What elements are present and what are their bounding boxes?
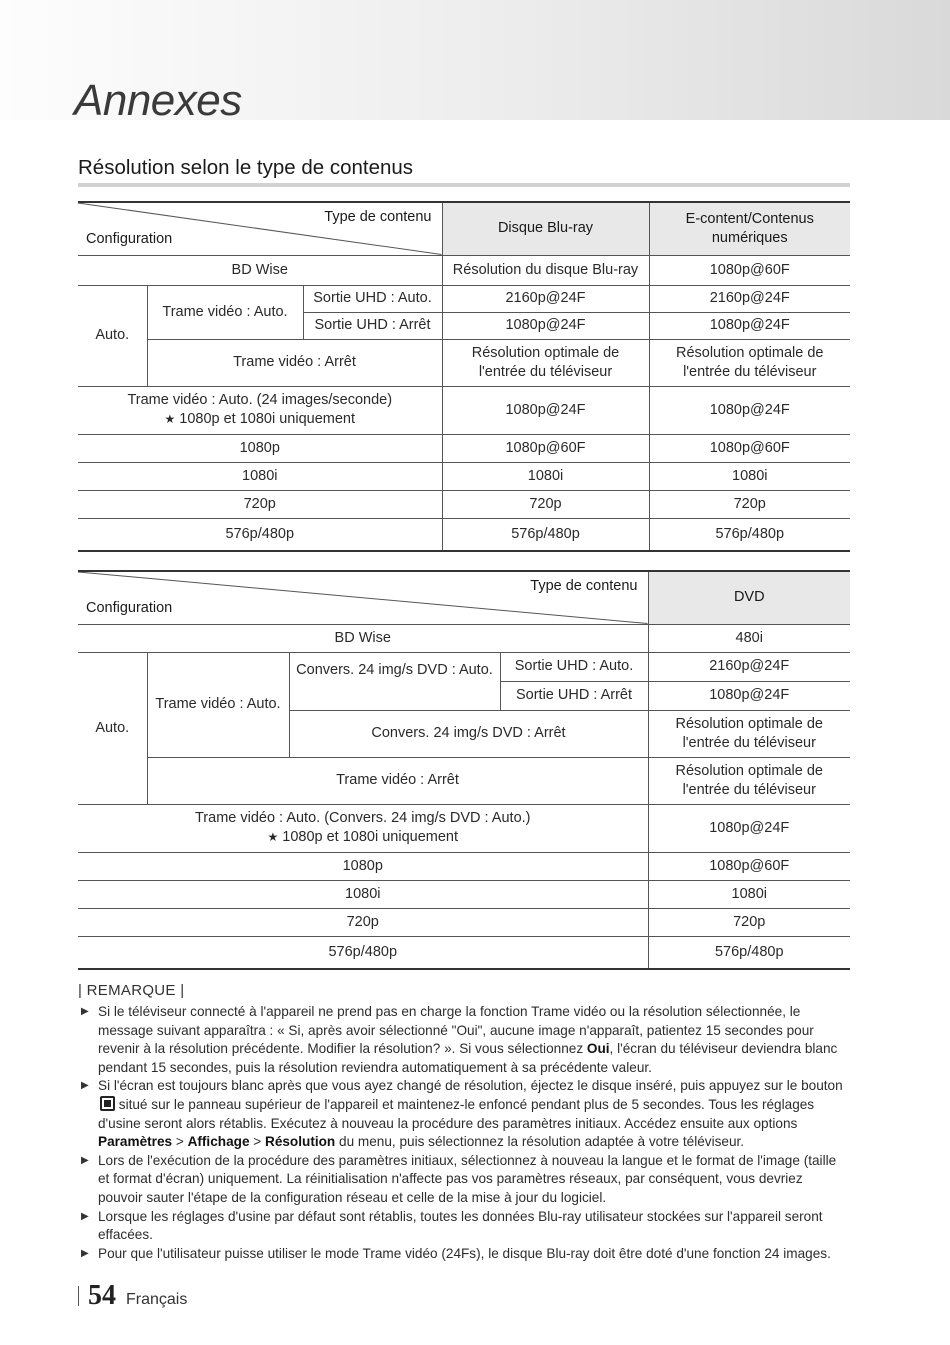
content-type-label: Type de contenu [324,209,432,225]
row-label-main: Trame vidéo : Auto. (24 images/seconde) [127,392,393,408]
table-cell: 1080p@24F [649,386,850,434]
configuration-label: Configuration [86,599,173,616]
row-label: Auto. [78,285,147,386]
table-cell: 2160p@24F [648,652,850,681]
row-label: 720p [78,490,442,518]
table-cell: 1080p@60F [648,852,850,880]
row-label: Trame vidéo : Auto. [147,652,289,757]
row-label: 1080i [78,462,442,490]
remark-item: ▶ Pour que l'utilisateur puisse utiliser le mode Trame vidéo (24Fs), le disque Blu-ray doit être doté d'une fonction 24 images. [78,1245,850,1264]
resolution-table-bluray [78,201,850,552]
row-label: BD Wise [78,255,442,285]
row-label: 576p/480p [78,936,648,969]
footer-language: Français [126,1291,188,1308]
table-cell: 1080p@60F [442,434,649,462]
table-cell: 2160p@24F [649,285,850,312]
table-cell: 1080p@24F [442,312,649,339]
chapter-title: Annexes [74,76,242,125]
section-divider [78,183,850,187]
table-cell: 1080p@24F [648,804,850,852]
table-cell: 1080i [648,880,850,908]
remark-list [78,1003,850,1263]
row-label [78,386,442,434]
row-label-note: ★ 1080p et 1080i uniquement [267,829,459,845]
row-label: 576p/480p [78,518,442,551]
table-cell: 1080i [649,462,850,490]
stop-button-icon [100,1096,115,1111]
row-label: Sortie UHD : Auto. [303,285,442,312]
page-number: 54 [88,1280,116,1311]
bullet-arrow-icon: ▶ [81,1006,89,1017]
remark-item: ▶ Si le téléviseur connecté à l'appareil ne prend pas en charge la fonction Trame vidéo ou la résolution sélectionnée, le message suivant apparaîtra : « Si, après avoir sélectionné "Oui", aucune image n'apparaît, patientez 15 secondes pour revenir à la résolution précédente. Modifier la résolution? ». Si vous sélectionnez Oui, l'écran du téléviseur deviendra blanc pendant 15 secondes, puis la résolution reviendra automatiquement à sa précédente valeur. [81,1004,838,1075]
table-cell: 1080p@24F [649,312,850,339]
table-cell: Résolution du disque Blu-ray [442,255,649,285]
row-label: Trame vidéo : Arrêt [147,757,648,804]
star-icon: ★ [267,830,279,844]
table-cell: Résolution optimale de l'entrée du téléviseur [648,710,850,757]
row-label: 1080p [78,852,648,880]
column-header: Disque Blu-ray [442,202,649,255]
table-cell: Résolution optimale de l'entrée du téléviseur [648,757,850,804]
row-label: 1080p [78,434,442,462]
row-label: Convers. 24 img/s DVD : Auto. [289,652,500,710]
table-cell: 576p/480p [442,518,649,551]
row-label: Auto. [78,652,147,804]
table-cell: 720p [442,490,649,518]
bullet-arrow-icon: ▶ [81,1210,89,1222]
remark-item: ▶ Si l'écran est toujours blanc après que vous ayez changé de résolution, éjectez le disque inséré, puis appuyez sur le bouton situé sur le panneau supérieur de l'appareil et maintenez-le enfoncé pendant plus de 5 secondes. Tous les réglages d'usine seront alors rétablis. Exécutez à nouveau la procédure des paramètres initiaux. Accédez ensuite aux options Paramètres > Affichage > Résolution du menu, puis sélectionnez la résolution adaptée à votre téléviseur. [81,1078,843,1150]
row-label: Trame vidéo : Arrêt [147,339,442,386]
row-label: Sortie UHD : Arrêt [303,312,442,339]
table-cell: 1080p@24F [648,681,850,710]
row-label: 720p [78,908,648,936]
table-header-diagonal [78,571,648,624]
footer-divider [78,1286,79,1306]
table-cell: 1080p@60F [649,434,850,462]
row-label: BD Wise [78,624,648,652]
row-label: Sortie UHD : Arrêt [500,681,648,710]
table-cell: 576p/480p [649,518,850,551]
remark-item: ▶ Lors de l'exécution de la procédure des paramètres initiaux, sélectionnez à nouveau la langue et le format de l'image (taille et format d'écran) uniquement. La réinitialisation n'affecte pas vos paramètres réseaux, par conséquent, vous devriez pouvoir sauter l'étape de la configuration réseau et celle de la mise à jour du logiciel. [81,1152,837,1205]
bullet-arrow-icon: ▶ [81,1080,89,1092]
row-label: 1080i [78,880,648,908]
table-cell: 2160p@24F [442,285,649,312]
bullet-arrow-icon: ▶ [81,1247,89,1259]
row-label [78,804,648,852]
table-cell: 480i [648,624,850,652]
row-label: Trame vidéo : Auto. [147,285,303,339]
column-header: E-content/Contenus numériques [649,202,850,255]
section-title: Résolution selon le type de contenus [78,156,414,179]
column-header: DVD [648,571,850,624]
bullet-arrow-icon: ▶ [81,1154,89,1166]
row-label-main: Trame vidéo : Auto. (Convers. 24 img/s DVD : Auto.) [194,810,531,826]
star-icon: ★ [164,412,176,426]
table-cell: 1080p@24F [442,386,649,434]
row-label: Convers. 24 img/s DVD : Arrêt [289,710,648,757]
table-cell: 576p/480p [648,936,850,969]
resolution-table-dvd [78,570,850,970]
row-label-note: ★ 1080p et 1080i uniquement [164,411,356,427]
table-cell: 720p [648,908,850,936]
configuration-label: Configuration [86,230,173,247]
content-type-label: Type de contenu [530,578,638,594]
table-cell: Résolution optimale de l'entrée du téléviseur [442,339,649,386]
row-label: Sortie UHD : Auto. [500,652,648,681]
table-cell: 1080i [442,462,649,490]
table-cell: Résolution optimale de l'entrée du téléviseur [649,339,850,386]
remark-item: ▶ Lorsque les réglages d'usine par défaut sont rétablis, toutes les données Blu-ray utilisateur stockées sur l'appareil seront effacées. [81,1208,823,1243]
table-cell: 1080p@60F [649,255,850,285]
table-cell: 720p [649,490,850,518]
remark-title: | REMARQUE | [78,982,185,999]
table-header-diagonal [78,202,442,255]
